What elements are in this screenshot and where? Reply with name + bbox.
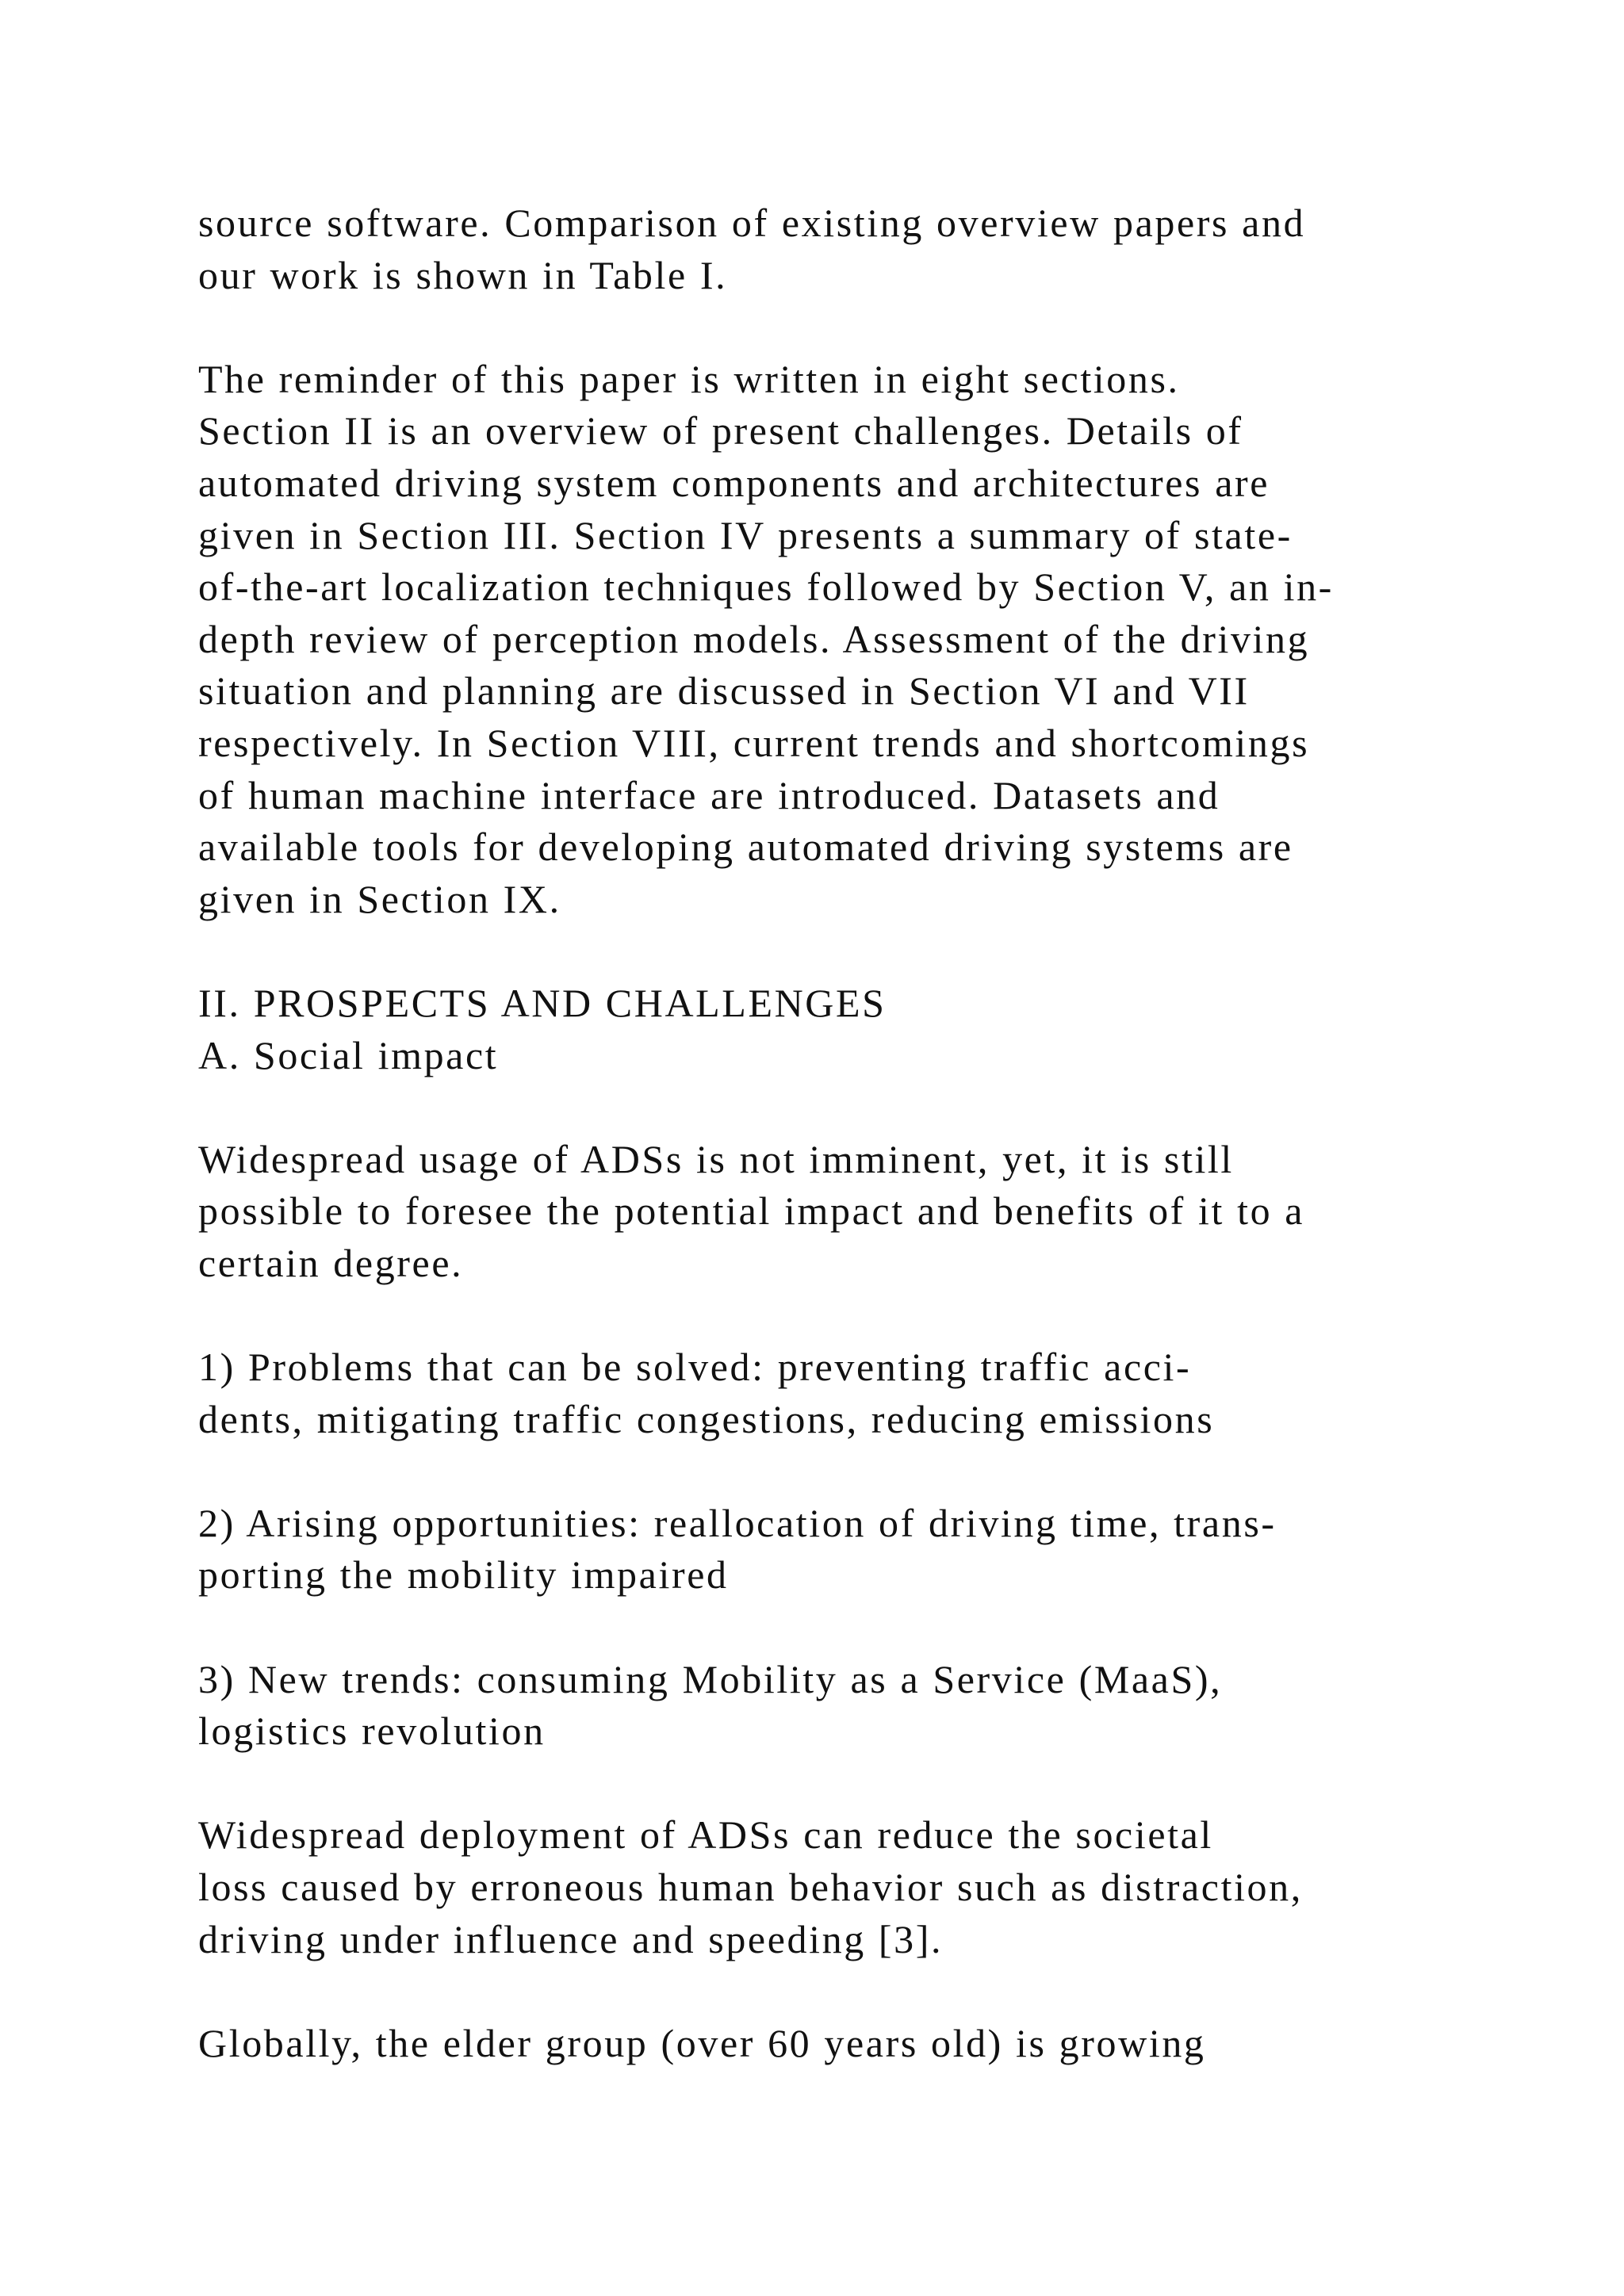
text-line: loss caused by erroneous human behavior such as distraction,: [198, 1865, 1303, 1909]
deployment-paragraph: [198, 1809, 1507, 1965]
text-line: available tools for developing automated driving systems are: [198, 825, 1293, 870]
text-line: possible to foresee the potential impact and benefits of it to a: [198, 1188, 1305, 1234]
text-line: driving under influence and speeding [3].: [198, 1916, 944, 1961]
paragraph-gap: [198, 1758, 1507, 1810]
text-line: our work is shown in Table I.: [198, 252, 728, 297]
text-line: 3) New trends: consuming Mobility as a Service (MaaS),: [198, 1656, 1223, 1701]
paragraph-gap: [198, 1965, 1507, 2018]
paragraph-gap: [198, 1081, 1507, 1134]
paper-organization-paragraph: [198, 354, 1507, 926]
paragraph-gap: [198, 301, 1507, 354]
elder-group-paragraph: [198, 2018, 1507, 2070]
text-line: porting the mobility impaired: [198, 1552, 729, 1598]
text-line: situation and planning are discussed in Section VI and VII: [198, 668, 1250, 714]
section-title: II. PROSPECTS AND CHALLENGES: [198, 980, 887, 1025]
paragraph-gap: [198, 925, 1507, 978]
text-line: of-the-art localization techniques followed by Section V, an in-: [198, 564, 1334, 610]
text-line: given in Section III. Section IV presents a summary of state-: [198, 512, 1293, 557]
text-line: certain degree.: [198, 1240, 464, 1285]
text-line: dents, mitigating traffic congestions, reducing emissions: [198, 1396, 1215, 1441]
list-item-trends: [198, 1654, 1507, 1758]
list-item-opportunities: [198, 1498, 1507, 1601]
text-line: Globally, the elder group (over 60 years old) is growing: [198, 2020, 1206, 2065]
text-line: depth review of perception models. Assessment of the driving: [198, 616, 1310, 661]
text-line: Widespread deployment of ADSs can reduce the societal: [198, 1812, 1213, 1858]
text-line: source software. Comparison of existing overview papers and: [198, 201, 1306, 245]
text-line: of human machine interface are introduced. Datasets and: [198, 772, 1220, 817]
text-line: logistics revolution: [198, 1709, 546, 1754]
section-heading: [198, 978, 1507, 1081]
text-line: automated driving system components and architectures are: [198, 460, 1270, 505]
list-item-problems: [198, 1341, 1507, 1445]
social-impact-intro-paragraph: [198, 1134, 1507, 1290]
text-line: The reminder of this paper is written in eight sections.: [198, 356, 1180, 401]
text-line: respectively. In Section VIII, current trends and shortcomings: [198, 720, 1310, 765]
text-line: given in Section IX.: [198, 876, 561, 921]
text-line: 1) Problems that can be solved: preventing traffic acci-: [198, 1345, 1192, 1390]
text-column: [198, 197, 1507, 2069]
paragraph-gap: [198, 1445, 1507, 1498]
text-line: 2) Arising opportunities: reallocation of driving time, trans-: [198, 1500, 1277, 1545]
intro-tail-paragraph: [198, 197, 1507, 301]
subsection-title: A. Social impact: [198, 1032, 499, 1077]
text-line: Widespread usage of ADSs is not imminent, yet, it is still: [198, 1136, 1234, 1181]
paragraph-gap: [198, 1601, 1507, 1654]
text-line: Section II is an overview of present challenges. Details of: [198, 408, 1243, 453]
paragraph-gap: [198, 1289, 1507, 1341]
